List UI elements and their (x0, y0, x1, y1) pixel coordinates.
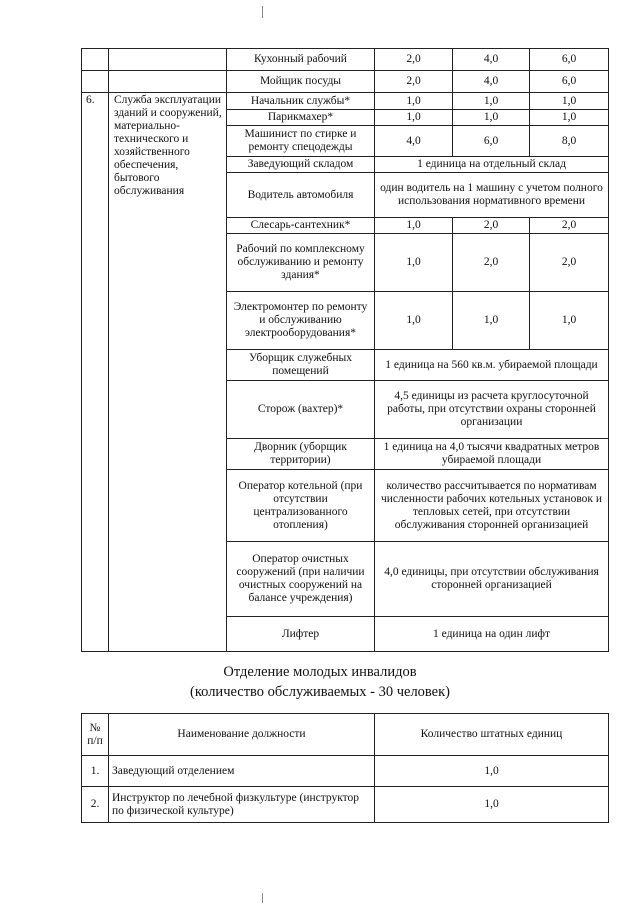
section-number: 6. (82, 93, 109, 652)
value-cell: 4,0 (453, 71, 530, 93)
department-title: Отделение молодых инвалидов (223, 664, 417, 680)
position-cell: Оператор котельной (при отсутствии централизованного отопления) (227, 470, 375, 542)
position-cell: Дворник (уборщик территории) (227, 439, 375, 470)
merged-norm-cell: 1 единица на 4,0 тысячи квадратных метров убираемой площади (375, 439, 609, 470)
merged-norm-cell: 1 единица на один лифт (375, 617, 609, 652)
header-number: № п/п (82, 714, 109, 756)
value-cell: 1,0 (375, 93, 453, 110)
value-cell: 1,0 (530, 110, 609, 126)
section-name: Служба эксплуатации зданий и сооружений, материально-технического и хозяйственного обеспечения, бытового обслуживания (109, 93, 227, 652)
value-cell: 2,0 (530, 234, 609, 292)
position-cell: Начальник службы* (227, 93, 375, 110)
merged-norm-cell: количество рассчитывается по нормативам численности рабочих котельных установок и тепловых сетей, при отсутствии обслуживания сторонней организацией (375, 470, 609, 542)
position-cell: Сторож (вахтер)* (227, 381, 375, 439)
position-cell: Инструктор по лечебной физкультуре (инструктор по физической культуре) (109, 787, 375, 823)
position-cell: Электромонтер по ремонту и обслуживанию электрооборудования* (227, 292, 375, 350)
count-cell: 1,0 (375, 787, 609, 823)
value-cell: 2,0 (530, 218, 609, 234)
service-cell (109, 49, 227, 71)
value-cell: 4,0 (375, 126, 453, 157)
table-row (82, 93, 609, 110)
scan-mark-bottom (262, 893, 263, 903)
value-cell: 4,0 (453, 49, 530, 71)
value-cell: 1,0 (453, 292, 530, 350)
merged-norm-cell: один водитель на 1 машину с учетом полного использования нормативного времени (375, 173, 609, 218)
position-cell: Кухонный рабочий (227, 49, 375, 71)
staffing-table (81, 48, 609, 652)
position-cell: Рабочий по комплексному обслуживанию и ремонту здания* (227, 234, 375, 292)
value-cell: 1,0 (453, 110, 530, 126)
table-row (82, 49, 609, 71)
merged-norm-cell: 1 единица на 560 кв.м. убираемой площади (375, 350, 609, 381)
scan-mark-top (262, 6, 263, 18)
header-count: Количество штатных единиц (375, 714, 609, 756)
value-cell: 1,0 (375, 234, 453, 292)
value-cell: 1,0 (375, 110, 453, 126)
position-cell: Парикмахер* (227, 110, 375, 126)
value-cell: 1,0 (530, 292, 609, 350)
position-cell: Заведующий складом (227, 157, 375, 173)
table-row (82, 787, 609, 823)
row-number-cell (82, 49, 109, 71)
position-cell: Мойщик посуды (227, 71, 375, 93)
value-cell: 2,0 (453, 234, 530, 292)
value-cell: 6,0 (530, 71, 609, 93)
value-cell: 1,0 (375, 292, 453, 350)
value-cell: 6,0 (453, 126, 530, 157)
value-cell: 1,0 (375, 218, 453, 234)
row-number-cell (82, 71, 109, 93)
value-cell: 2,0 (375, 49, 453, 71)
row-number-cell: 2. (82, 787, 109, 823)
position-cell: Заведующий отделением (109, 756, 375, 787)
position-cell: Водитель автомобиля (227, 173, 375, 218)
position-cell: Лифтер (227, 617, 375, 652)
table-row (82, 71, 609, 93)
position-cell: Машинист по стирке и ремонту спецодежды (227, 126, 375, 157)
row-number-cell: 1. (82, 756, 109, 787)
value-cell: 1,0 (530, 93, 609, 110)
table-header-row (82, 714, 609, 756)
position-cell: Уборщик служебных помещений (227, 350, 375, 381)
header-position: Наименование должности (109, 714, 375, 756)
position-cell: Слесарь-сантехник* (227, 218, 375, 234)
value-cell: 2,0 (375, 71, 453, 93)
position-cell: Оператор очистных сооружений (при наличии очистных сооружений на балансе учреждения) (227, 542, 375, 617)
department-table (81, 713, 609, 823)
department-subtitle: (количество обслуживаемых - 30 человек) (190, 684, 450, 700)
count-cell: 1,0 (375, 756, 609, 787)
merged-norm-cell: 1 единица на отдельный склад (375, 157, 609, 173)
table-row (82, 756, 609, 787)
merged-norm-cell: 4,5 единицы из расчета круглосуточной работы, при отсутствии охраны сторонней организации (375, 381, 609, 439)
merged-norm-cell: 4,0 единицы, при отсутствии обслуживания сторонней организацией (375, 542, 609, 617)
value-cell: 2,0 (453, 218, 530, 234)
value-cell: 1,0 (453, 93, 530, 110)
value-cell: 8,0 (530, 126, 609, 157)
service-cell (109, 71, 227, 93)
value-cell: 6,0 (530, 49, 609, 71)
